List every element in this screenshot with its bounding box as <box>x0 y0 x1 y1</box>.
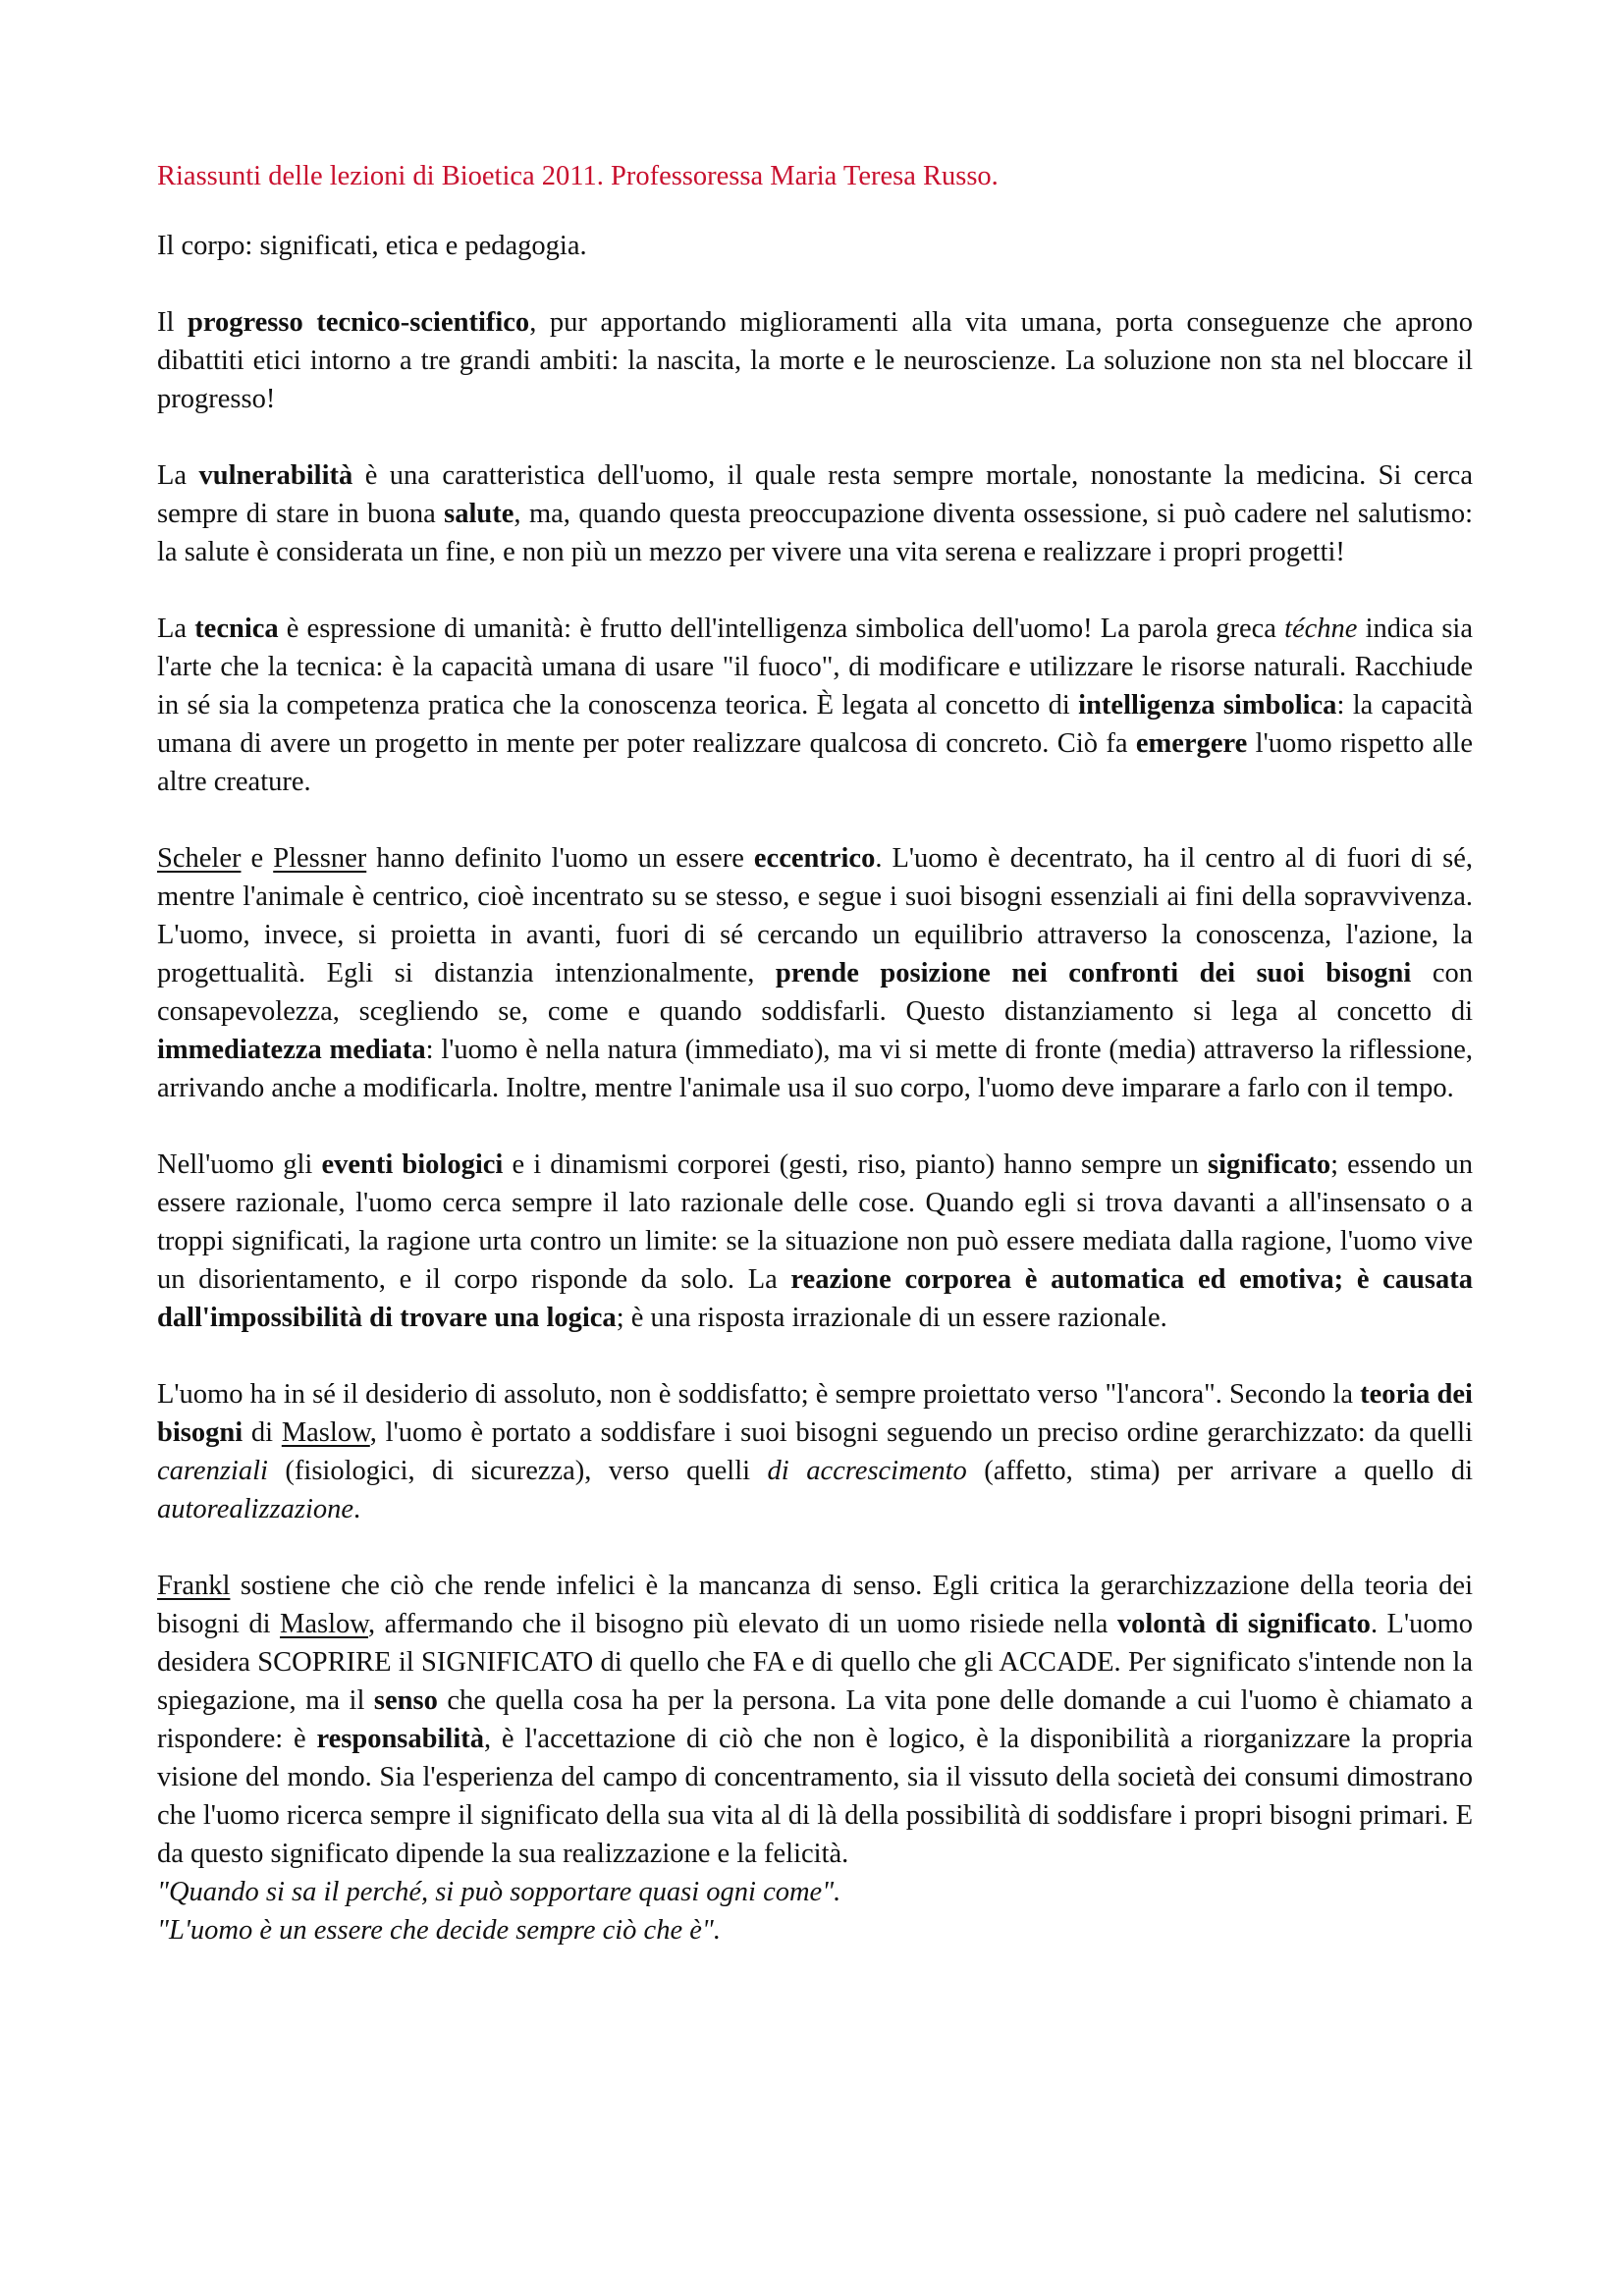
paragraph <box>157 1375 1473 1528</box>
text-run: è espressione di umanità: è frutto dell'intelligenza simbolica dell'uomo! La parola greca <box>278 614 1285 644</box>
text-run: hanno definito l'uomo un essere <box>366 843 754 874</box>
document-body <box>157 157 1473 1949</box>
paragraph <box>157 456 1473 571</box>
paragraph <box>157 1146 1473 1337</box>
bold-text: reazione corporea è automatica ed emotiva; è causata dall'impossibilità di trovare una logica <box>157 1264 1473 1333</box>
text-run: . <box>353 1494 361 1524</box>
underlined-name: Frankl <box>157 1571 231 1601</box>
text-run: L'uomo ha in sé il desiderio di assoluto, non è soddisfatto; è sempre proiettato verso "l'ancora". Secondo la <box>157 1379 1361 1410</box>
text-run: , pur apportando miglioramenti alla vita umana, porta conseguenze che aprono dibattiti etici intorno a tre grandi ambiti: la nascita, la morte e le neuroscienze. La soluzione non sta nel bloccare il progresso! <box>157 307 1473 414</box>
bold-text: progresso tecnico-scientifico <box>188 307 530 338</box>
text-run: sostiene che ciò che rende infelici è la mancanza di senso. Egli critica la gerarchizzazione della teoria dei bisogni di <box>157 1571 1473 1639</box>
paragraph-list <box>157 303 1473 1873</box>
text-run: (affetto, stima) per arrivare a quello di <box>966 1456 1473 1486</box>
paragraph <box>157 839 1473 1107</box>
italic-text: carenziali <box>157 1456 268 1486</box>
paragraph <box>157 610 1473 801</box>
bold-text: significato <box>1208 1149 1331 1180</box>
bold-text: tecnica <box>194 614 279 644</box>
underlined-name: Maslow <box>281 1417 370 1448</box>
bold-text: eventi biologici <box>321 1149 504 1180</box>
underlined-name: Scheler <box>157 843 242 874</box>
text-run: , affermando che il bisogno più elevato di un uomo risiede nella <box>368 1609 1117 1639</box>
quote-1: "Quando si sa il perché, si può sopportare quasi ogni come". <box>157 1877 841 1907</box>
underlined-name: Plessner <box>273 843 367 874</box>
italic-text: téchne <box>1284 614 1358 644</box>
text-run: La <box>157 460 199 491</box>
text-run: con consapevolezza, scegliendo se, come e quando soddisfarli. Questo distanziamento si lega al concetto di <box>157 958 1473 1027</box>
text-run: che quella cosa ha per la persona. La vita pone delle domande a cui l'uomo è chiamato a rispondere: è <box>157 1685 1473 1754</box>
text-run: (fisiologici, di sicurezza), verso quelli <box>267 1456 768 1486</box>
bold-text: volontà di significato <box>1116 1609 1371 1639</box>
bold-text: responsabilità <box>316 1724 484 1754</box>
text-run: ; è una risposta irrazionale di un essere razionale. <box>616 1303 1167 1333</box>
document-title: Riassunti delle lezioni di Bioetica 2011. Professoressa Maria Teresa Russo. <box>157 161 999 191</box>
italic-text: autorealizzazione <box>157 1494 354 1524</box>
underlined-name: Maslow <box>280 1609 369 1639</box>
text-run: , è l'accettazione di ciò che non è logico, è la disponibilità a riorganizzare la propria visione del mondo. Sia l'esperienza del campo di concentramento, sia il vissuto della società dei consumi dimostrano che l'uomo ricerca sempre il significato della sua vita al di là della possibilità di soddisfare i propri bisogni primari. E da questo significato dipende la sua realizzazione e la felicità. <box>157 1724 1474 1869</box>
bold-text: teoria dei bisogni <box>157 1379 1473 1448</box>
text-run: Nell'uomo gli <box>157 1149 322 1180</box>
text-run: . L'uomo desidera SCOPRIRE il SIGNIFICATO di quello che FA e di quello che gli ACCADE. Per significato s'intende non la spiegazione, ma il <box>157 1609 1473 1716</box>
bold-text: senso <box>373 1685 438 1716</box>
text-run: : l'uomo è nella natura (immediato), ma vi si mette di fronte (media) attraverso la riflessione, arrivando anche a modificarla. Inoltre, mentre l'animale usa il suo corpo, l'uomo deve imparare a farlo con il tempo. <box>157 1035 1473 1103</box>
text-run: : la capacità umana di avere un progetto in mente per poter realizzare qualcosa di concreto. Ciò fa <box>157 690 1474 759</box>
text-run: di <box>243 1417 282 1448</box>
text-run: La <box>157 614 195 644</box>
bold-text: salute <box>444 499 514 529</box>
text-run: e <box>241 843 274 874</box>
text-run: . L'uomo è decentrato, ha il centro al di fuori di sé, mentre l'animale è centrico, cioè incentrato su se stesso, e segue i suoi bisogni essenziali ai fini della sopravvivenza. L'uomo, invece, si proietta in avanti, fuori di sé cercando un equilibrio attraverso la conoscenza, l'azione, la progettualità. Egli si distanzia intenzionalmente, <box>157 843 1474 988</box>
bold-text: prende posizione nei confronti dei suoi bisogni <box>775 958 1412 988</box>
text-run: , l'uomo è portato a soddisfare i suoi bisogni seguendo un preciso ordine gerarchizzato: da quelli <box>369 1417 1474 1448</box>
text-run: indica sia l'arte che la tecnica: è la capacità umana di usare "il fuoco", di modificare e utilizzare le risorse naturali. Racchiude in sé sia la competenza pratica che la conoscenza teorica. È legata al concetto di <box>157 614 1474 721</box>
paragraph <box>157 303 1473 418</box>
text-run: Il <box>157 307 189 338</box>
quote-2: "L'uomo è un essere che decide sempre ciò che è". <box>157 1915 721 1946</box>
text-run: , ma, quando questa preoccupazione diventa ossessione, si può cadere nel salutismo: la salute è considerata un fine, e non più un mezzo per vivere una vita serena e realizzare i propri progetti! <box>157 499 1474 567</box>
bold-text: intelligenza simbolica <box>1078 690 1337 721</box>
text-run: è una caratteristica dell'uomo, il quale resta sempre mortale, nonostante la medicina. Si cerca sempre di stare in buona <box>157 460 1473 529</box>
document-subtitle: Il corpo: significati, etica e pedagogia. <box>157 231 587 261</box>
text-run: l'uomo rispetto alle altre creature. <box>157 728 1473 797</box>
paragraph <box>157 1567 1473 1873</box>
text-run: ; essendo un essere razionale, l'uomo cerca sempre il lato razionale delle cose. Quando egli si trova davanti a all'insensato o a troppi significati, la ragione urta contro un limite: se la situazione non può essere mediata dalla ragione, l'uomo vive un disorientamento, e il corpo risponde da solo. La <box>157 1149 1474 1295</box>
bold-text: vulnerabilità <box>198 460 353 491</box>
bold-text: emergere <box>1135 728 1248 759</box>
bold-text: immediatezza mediata <box>157 1035 426 1065</box>
italic-text: di accrescimento <box>767 1456 967 1486</box>
bold-text: eccentrico <box>753 843 876 874</box>
text-run: e i dinamismi corporei (gesti, riso, pianto) hanno sempre un <box>503 1149 1209 1180</box>
